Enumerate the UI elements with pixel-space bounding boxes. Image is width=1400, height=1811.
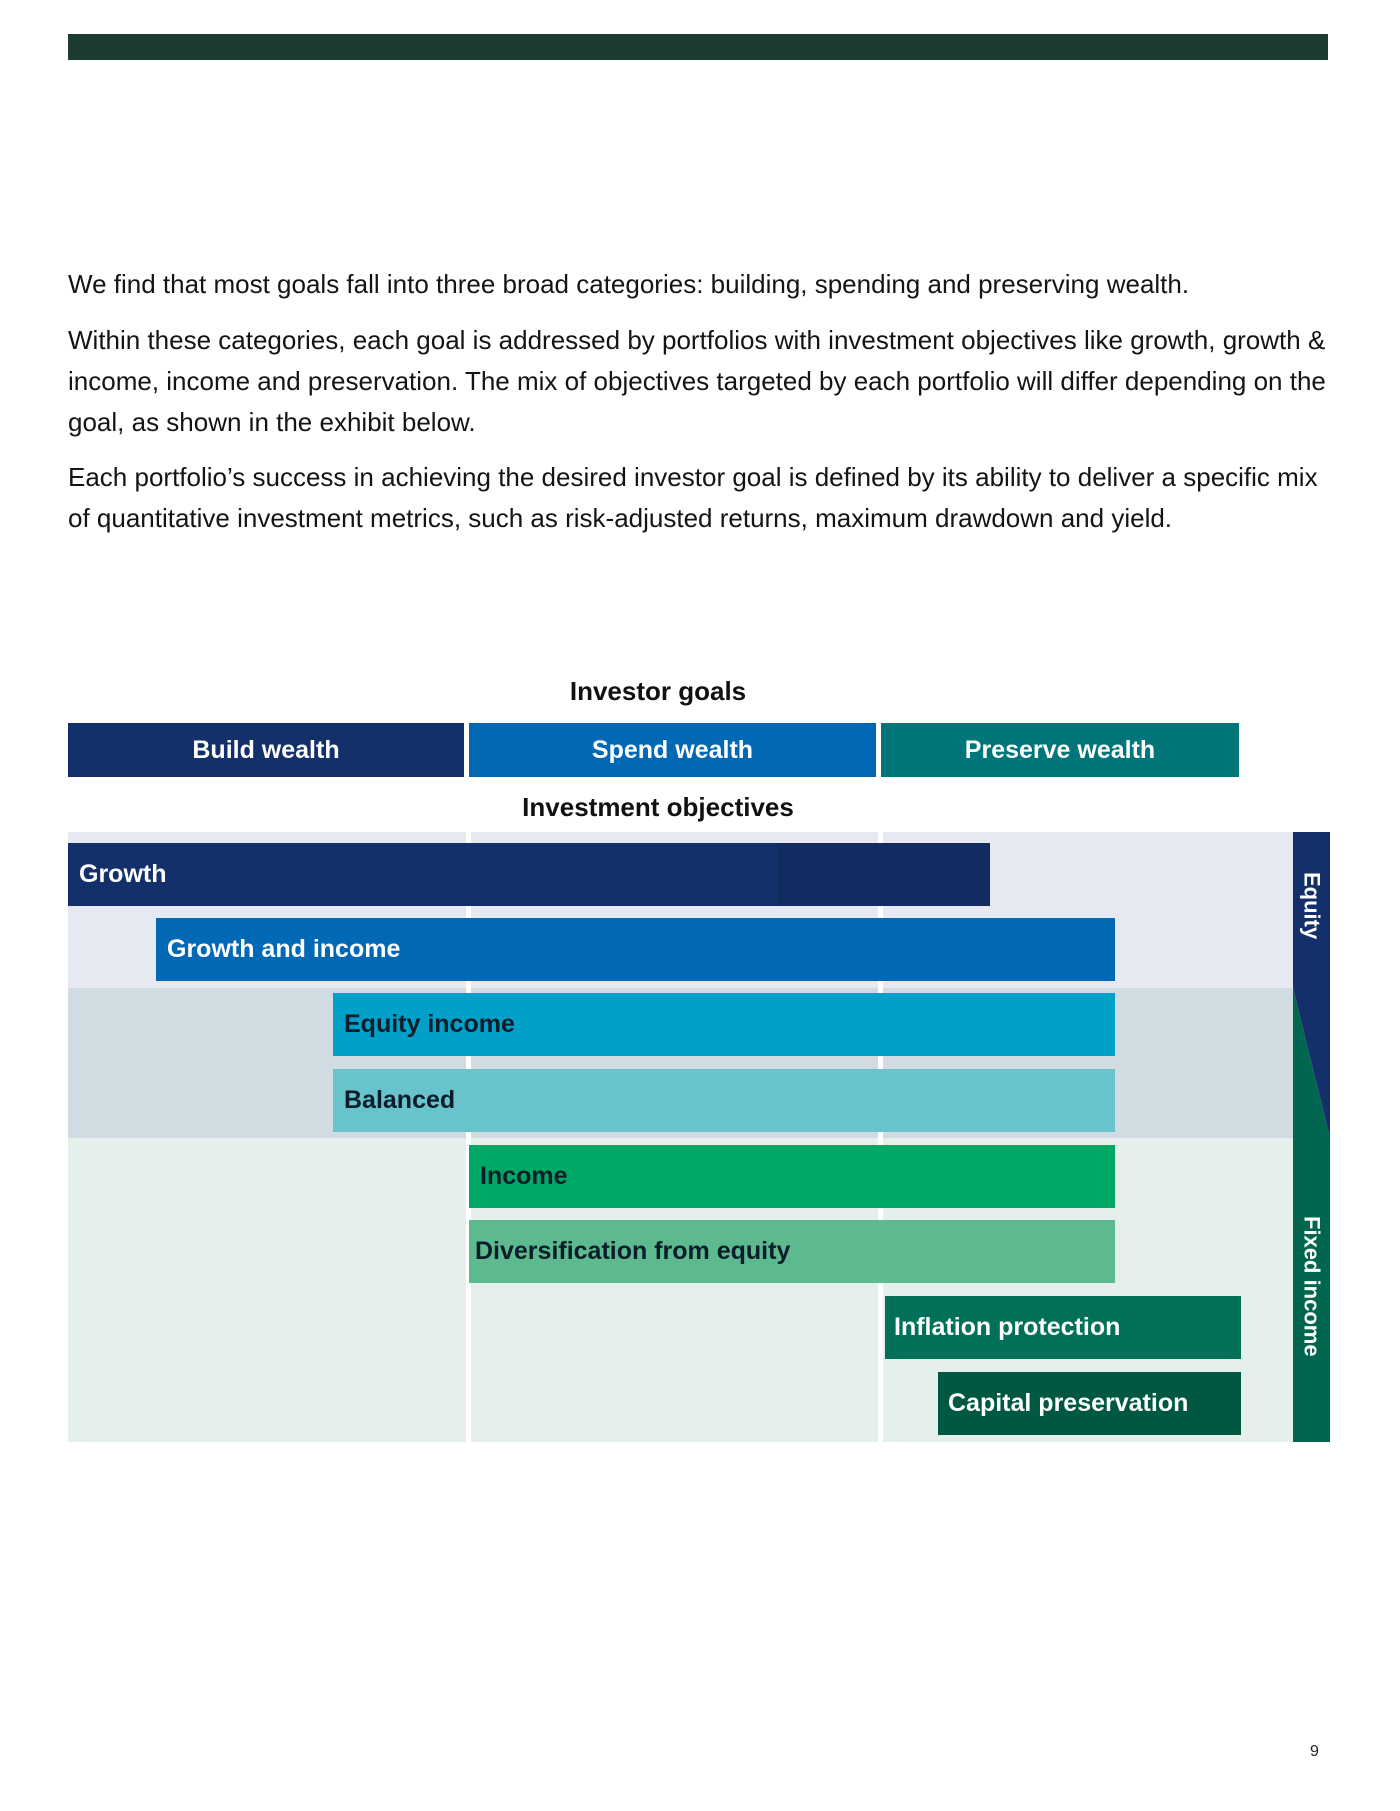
objective-income bbox=[469, 1145, 1115, 1208]
goal-spend-wealth: Spend wealth bbox=[469, 723, 876, 777]
equity-side-bar bbox=[1293, 832, 1330, 988]
intro-paragraph-1: We find that most goals fall into three broad categories: building, spending and preserving wealth. bbox=[68, 269, 1190, 299]
equity-side-label: Equity bbox=[1299, 872, 1325, 940]
investment-objectives-heading: Investment objectives bbox=[522, 792, 794, 822]
objective-capital-preservation bbox=[938, 1372, 1241, 1435]
objective-label: Growth bbox=[79, 860, 167, 888]
objective-equity-income bbox=[333, 993, 1115, 1056]
goal-preserve-wealth: Preserve wealth bbox=[881, 723, 1239, 777]
investor-goals-heading: Investor goals bbox=[569, 676, 747, 706]
objective-label: Diversification from equity bbox=[475, 1237, 791, 1265]
equity-to-fixed-income-transition bbox=[1293, 988, 1330, 1138]
objective-inflation-protection bbox=[885, 1296, 1241, 1359]
intro-paragraph-3: Each portfolio’s success in achieving the desired investor goal is defined by its ability to deliver a specific mix of quantitative investment metrics, such as risk-adjusted returns, maximum drawdown and yield. bbox=[68, 462, 1318, 533]
intro-paragraph-2: Within these categories, each goal is addressed by portfolios with investment objectives like growth, growth & income, income and preservation. The mix of objectives targeted by each portfolio will differ depending on the goal, as shown in the exhibit below. bbox=[68, 325, 1326, 437]
objective-label: Equity income bbox=[344, 1010, 515, 1038]
objective-diversification-from-equity bbox=[469, 1220, 1115, 1283]
goal-build-wealth: Build wealth bbox=[68, 723, 464, 777]
header-rule bbox=[68, 34, 1328, 60]
page-number: 9 bbox=[1310, 1743, 1319, 1760]
objective-growth bbox=[68, 843, 990, 906]
objective-label: Balanced bbox=[344, 1086, 456, 1114]
fixed-income-side-label: Fixed income bbox=[1299, 1216, 1325, 1357]
objective-label: Capital preservation bbox=[948, 1389, 1189, 1417]
objective-balanced bbox=[333, 1069, 1115, 1132]
fixed-income-side-bar bbox=[1293, 1138, 1330, 1442]
objective-label: Growth and income bbox=[167, 935, 401, 963]
objective-label: Income bbox=[480, 1162, 568, 1190]
growth-bar-extension bbox=[777, 843, 990, 906]
objective-label: Inflation protection bbox=[894, 1313, 1121, 1341]
objective-growth-and-income bbox=[156, 918, 1115, 981]
